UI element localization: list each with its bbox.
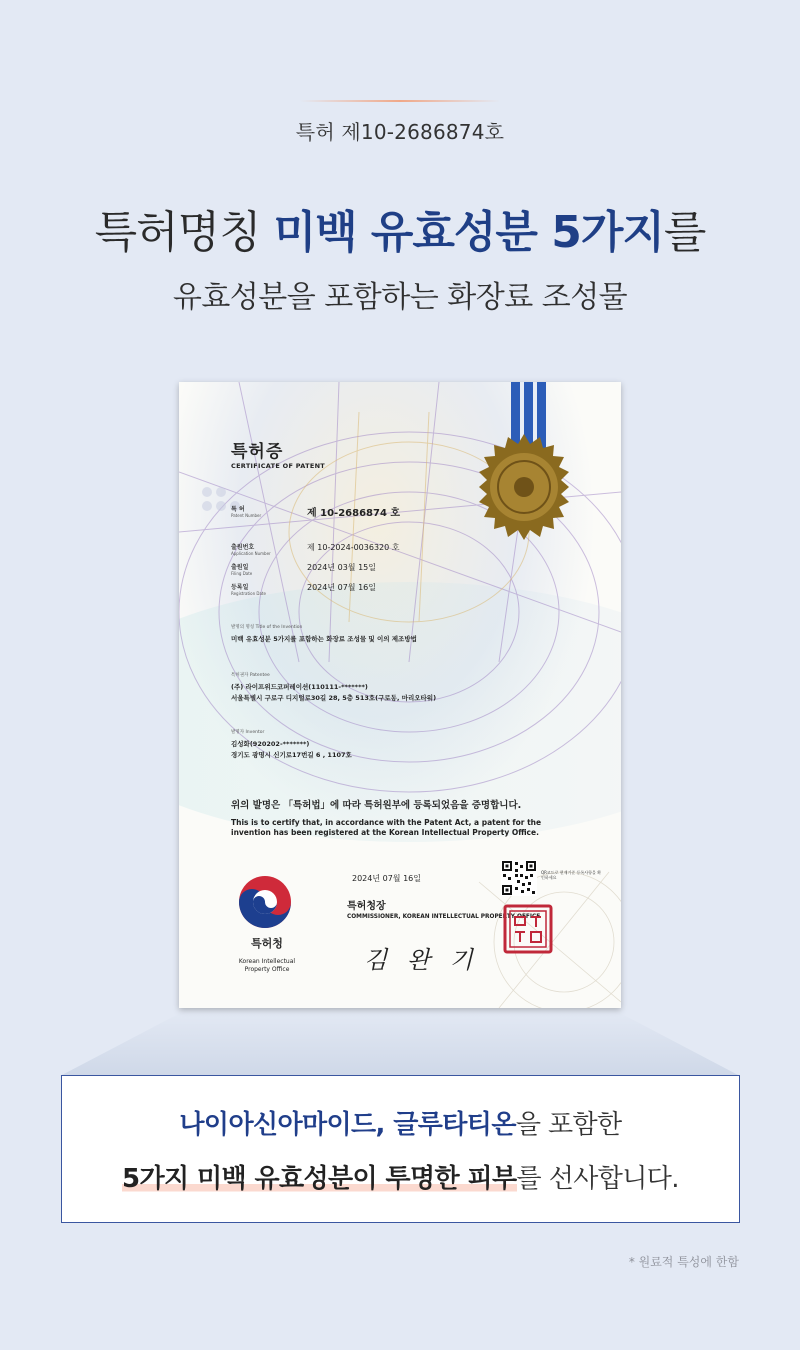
certificate-spotlight (60, 1010, 740, 1076)
patentee-label (231, 672, 270, 678)
filing-label: 출원일 (231, 564, 249, 571)
invention-label-ko: 발명의 명칭 (231, 625, 255, 630)
official-red-stamp-icon (503, 904, 553, 954)
inventor-label-ko: 발명자 (231, 730, 245, 735)
registration-date-label (231, 582, 266, 596)
patentee-address: 서울특별시 구로구 디지털로30길 28, 5층 513호(구로동, 마리오타워) (231, 694, 437, 702)
callout-line-1 (62, 1104, 739, 1141)
invention-title: 미백 유효성분 5가지를 포함하는 화장료 조성물 및 이의 제조방법 (231, 635, 417, 643)
headline-highlight: 미백 유효성분 5가지 (273, 207, 664, 258)
headline (0, 196, 800, 260)
application-label: 출원번호 (231, 544, 255, 551)
callout-line-2-rest: 를 선사합니다. (516, 1164, 679, 1194)
registration-label: 등록일 (231, 584, 249, 591)
callout-line-2 (62, 1158, 739, 1195)
issue-date: 2024년 07월 16일 (352, 874, 421, 883)
commissioner-signature: 김 완 기 (364, 946, 479, 974)
certification-statement-ko: 위의 발명은 「특허법」에 따라 특허원부에 등록되었음을 증명합니다. (231, 800, 522, 811)
callout-line-1-rest: 을 포함한 (515, 1110, 622, 1140)
inventor-label-en: Inventor (245, 730, 265, 735)
patent-label: 특 허 (231, 506, 245, 513)
callout-box (61, 1075, 740, 1223)
application-number-value: 제 10-2024-0036320 호 (307, 543, 400, 552)
filing-date-value: 2024년 03월 15일 (307, 563, 376, 572)
certification-statement-en: This is to certify that, in accordance with the Patent Act, a patent for the invention has been registered at the Korean Intellectual Property Office. (231, 818, 542, 837)
filing-label-en: Filing Date (231, 571, 253, 576)
headline-suffix: 를 (663, 207, 706, 258)
inventor-address: 경기도 광명시 신기로17번길 6 , 1107호 (231, 751, 352, 759)
top-divider (300, 100, 500, 102)
patent-number-value: 제 10-2686874 호 (307, 508, 401, 519)
patentee-label-en: Patentee (249, 673, 270, 678)
kipo-taegeuk-logo-icon (237, 874, 293, 930)
invention-label-en: Title of the Invention (255, 625, 303, 630)
application-number-label (231, 542, 271, 556)
callout-benefit: 5가지 미백 유효성분이 투명한 피부 (122, 1164, 517, 1194)
certificate-title: 특허증 (231, 442, 284, 462)
commissioner-title-en: COMMISSIONER, KOREAN INTELLECTUAL PROPERTY OFFICE (347, 914, 541, 920)
inventor-label (231, 729, 264, 735)
qr-code-icon (501, 860, 537, 896)
patent-label-en: Patent Number (231, 513, 262, 518)
inventor-name: 김성화(920202-*******) (231, 740, 310, 748)
invention-label (231, 624, 302, 630)
filing-date-label (231, 562, 252, 576)
callout-ingredients: 나이아신아마이드, 글루타티온 (179, 1110, 516, 1140)
patentee-label-ko: 특허권자 (231, 673, 249, 678)
patent-number: 특허 제10-2686874호 (295, 120, 505, 144)
office-name-ko: 특허청 (251, 937, 283, 950)
patent-number-label (231, 504, 261, 518)
subheadline: 유효성분을 포함하는 화장료 조성물 (172, 280, 628, 315)
registration-label-en: Registration Date (231, 591, 266, 596)
office-name-en: Korean Intellectual Property Office (238, 958, 296, 973)
registration-date-value: 2024년 07월 16일 (307, 583, 376, 592)
commissioner-title-ko: 특허청장 (347, 901, 386, 912)
headline-prefix: 특허명칭 (94, 207, 274, 258)
patentee-name: (주) 라이프위드코퍼레이션(110111-*******) (231, 683, 368, 691)
application-label-en: Application Number (231, 551, 271, 556)
qr-caption: QR코드로 현재기준 등록사항을 확인하세요 (541, 870, 601, 881)
certificate-title-en: CERTIFICATE OF PATENT (231, 462, 326, 470)
gold-seal-icon (469, 432, 579, 542)
patent-certificate (179, 382, 621, 1008)
footnote: * 원료적 특성에 한함 (628, 1255, 739, 1269)
